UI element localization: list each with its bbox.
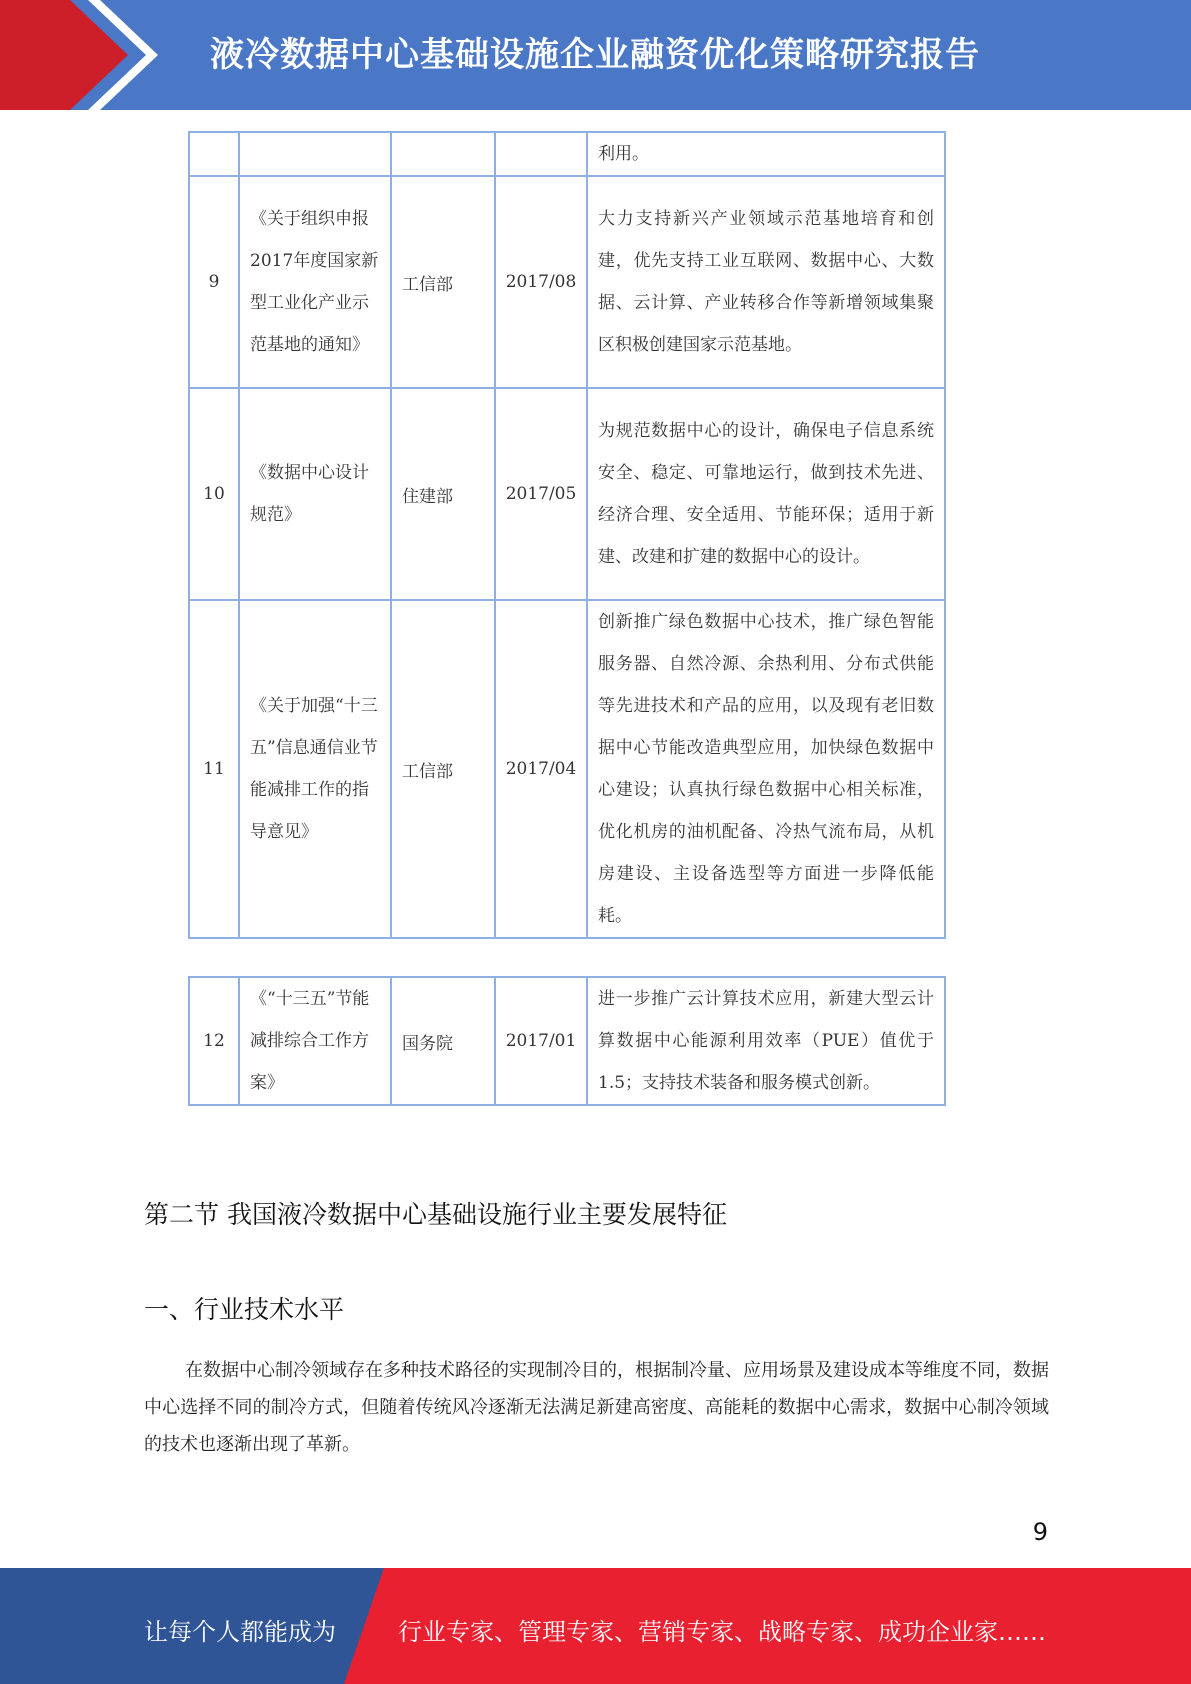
- cell-date: [495, 132, 587, 176]
- cell-content: 进一步推广云计算技术应用，新建大型云计算数据中心能源利用效率（PUE）值优于1.5；支持技术装备和服务模式创新。: [587, 977, 945, 1105]
- cell-policy-name: [239, 132, 391, 176]
- footer-slogan-left: 让每个人都能成为: [144, 1618, 336, 1646]
- table-row: [189, 388, 945, 600]
- policy-table-part1: [188, 131, 946, 939]
- cell-policy-name: 《关于组织申报2017年度国家新型工业化产业示范基地的通知》: [239, 176, 391, 388]
- cell-no: 12: [189, 977, 239, 1105]
- cell-department: [391, 132, 495, 176]
- header-chevron-graphic: [0, 0, 200, 110]
- cell-content: 为规范数据中心的设计，确保电子信息系统安全、稳定、可靠地运行，做到技术先进、经济合理、安全适用、节能环保；适用于新建、改建和扩建的数据中心的设计。: [587, 388, 945, 600]
- table-row: [189, 176, 945, 388]
- cell-date: 2017/04: [495, 600, 587, 938]
- cell-department: 住建部: [391, 388, 495, 600]
- table-row: [189, 132, 945, 176]
- page-number: 9: [1032, 1518, 1048, 1546]
- cell-department: 工信部: [391, 600, 495, 938]
- cell-policy-name: 《“十三五”节能减排综合工作方案》: [239, 977, 391, 1105]
- page-footer: [0, 1568, 1191, 1684]
- table-row: [189, 977, 945, 1105]
- cell-content: 创新推广绿色数据中心技术，推广绿色智能服务器、自然冷源、余热利用、分布式供能等先进技术和产品的应用，以及现有老旧数据中心节能改造典型应用，加快绿色数据中心建设；认真执行绿色数据中心相关标准，优化机房的油机配备、冷热气流布局，从机房建设、主设备选型等方面进一步降低能耗。: [587, 600, 945, 938]
- cell-no: 10: [189, 388, 239, 600]
- cell-content: 大力支持新兴产业领域示范基地培育和创建，优先支持工业互联网、数据中心、大数据、云计算、产业转移合作等新增领域集聚区积极创建国家示范基地。: [587, 176, 945, 388]
- cell-policy-name: 《关于加强“十三五”信息通信业节能减排工作的指导意见》: [239, 600, 391, 938]
- cell-no: [189, 132, 239, 176]
- page-header: [0, 0, 1191, 110]
- cell-department: 国务院: [391, 977, 495, 1105]
- table-row: [189, 600, 945, 938]
- body-paragraph: 在数据中心制冷领域存在多种技术路径的实现制冷目的，根据制冷量、应用场景及建设成本等维度不同，数据中心选择不同的制冷方式，但随着传统风冷逐渐无法满足新建高密度、高能耗的数据中心需求，数据中心制冷领域的技术也逐渐出现了革新。: [144, 1360, 1049, 1455]
- policy-table-part2: [188, 976, 946, 1106]
- cell-date: 2017/05: [495, 388, 587, 600]
- subsection-heading: 一、行业技术水平: [144, 1295, 345, 1324]
- cell-department: 工信部: [391, 176, 495, 388]
- cell-no: 11: [189, 600, 239, 938]
- cell-policy-name: 《数据中心设计规范》: [239, 388, 391, 600]
- cell-no: 9: [189, 176, 239, 388]
- cell-date: 2017/01: [495, 977, 587, 1105]
- section-heading: 第二节 我国液冷数据中心基础设施行业主要发展特征: [144, 1200, 727, 1229]
- report-title: 液冷数据中心基础设施企业融资优化策略研究报告: [210, 35, 980, 75]
- cell-content: 利用。: [587, 132, 945, 176]
- footer-slogan-right: 行业专家、管理专家、营销专家、战略专家、成功企业家……: [398, 1618, 1046, 1646]
- cell-date: 2017/08: [495, 176, 587, 388]
